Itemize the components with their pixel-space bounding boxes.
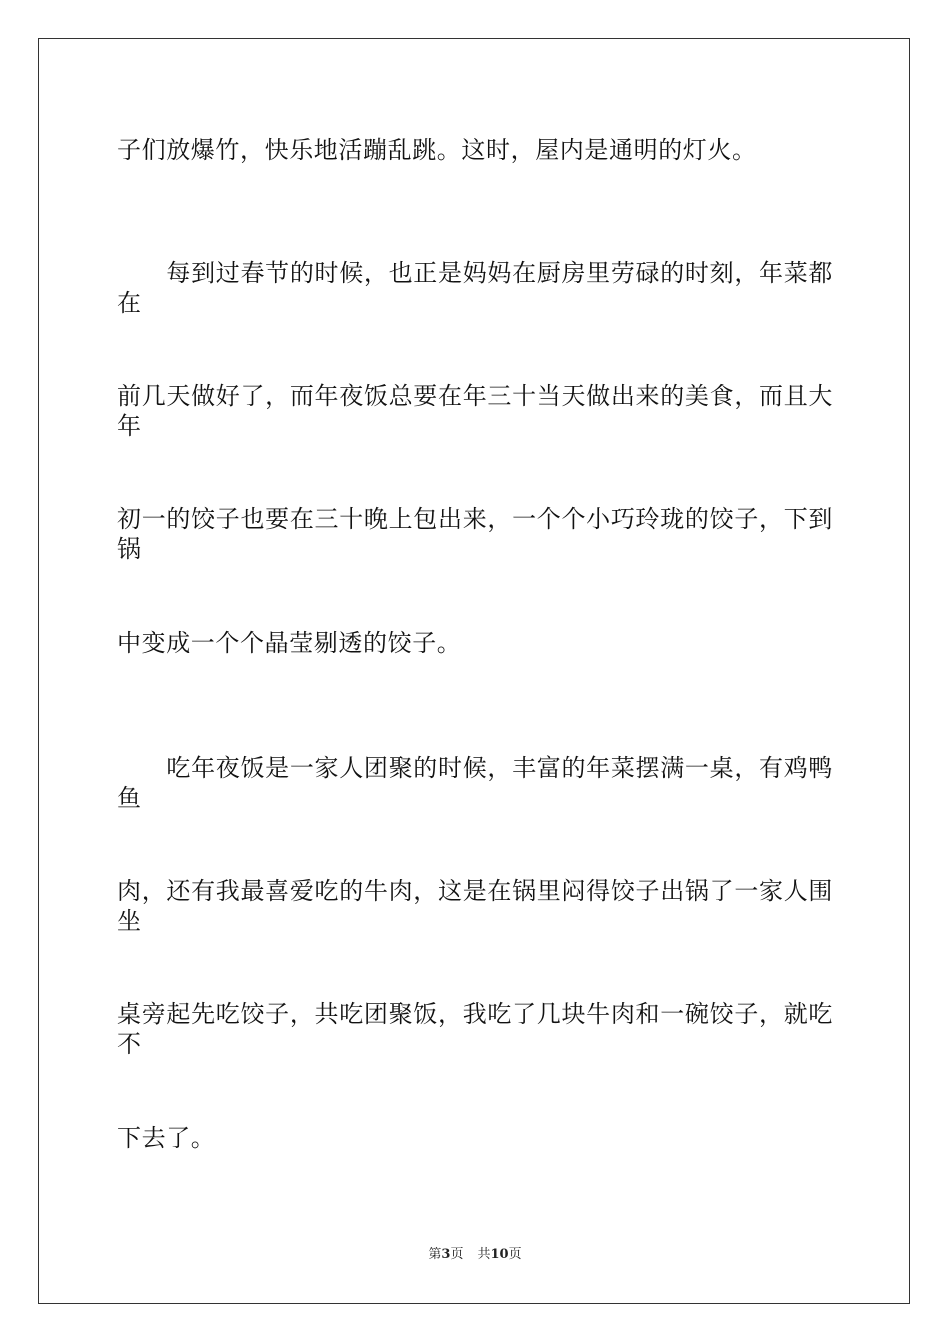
total-prefix: 共 — [477, 1247, 491, 1262]
text-line-7: 肉，还有我最喜爱吃的牛肉，这是在锅里闷得饺子出锅了一家人围坐 — [117, 877, 833, 935]
text-line-6: 吃年夜饭是一家人团聚的时候，丰富的年菜摆满一桌，有鸡鸭鱼 — [117, 754, 833, 812]
page-prefix: 第 — [428, 1247, 442, 1262]
total-pages-number: 10 — [490, 1247, 509, 1262]
page-border — [38, 38, 910, 1304]
current-page-number: 3 — [441, 1247, 451, 1262]
text-line-1: 子们放爆竹，快乐地活蹦乱跳。这时，屋内是通明的灯火。 — [117, 136, 757, 164]
page-footer — [0, 1246, 950, 1264]
text-line-8: 桌旁起先吃饺子，共吃团聚饭，我吃了几块牛肉和一碗饺子，就吃不 — [117, 1000, 833, 1058]
text-line-4: 初一的饺子也要在三十晚上包出来，一个个小巧玲珑的饺子，下到锅 — [117, 505, 833, 563]
text-line-3: 前几天做好了，而年夜饭总要在年三十当天做出来的美食，而且大年 — [117, 382, 833, 440]
page-suffix: 页 — [450, 1247, 464, 1262]
text-line-2: 每到过春节的时候，也正是妈妈在厨房里劳碌的时刻，年菜都在 — [117, 259, 833, 317]
total-suffix: 页 — [508, 1247, 522, 1262]
text-line-9: 下去了。 — [117, 1124, 216, 1152]
text-line-5: 中变成一个个晶莹剔透的饺子。 — [117, 629, 462, 657]
